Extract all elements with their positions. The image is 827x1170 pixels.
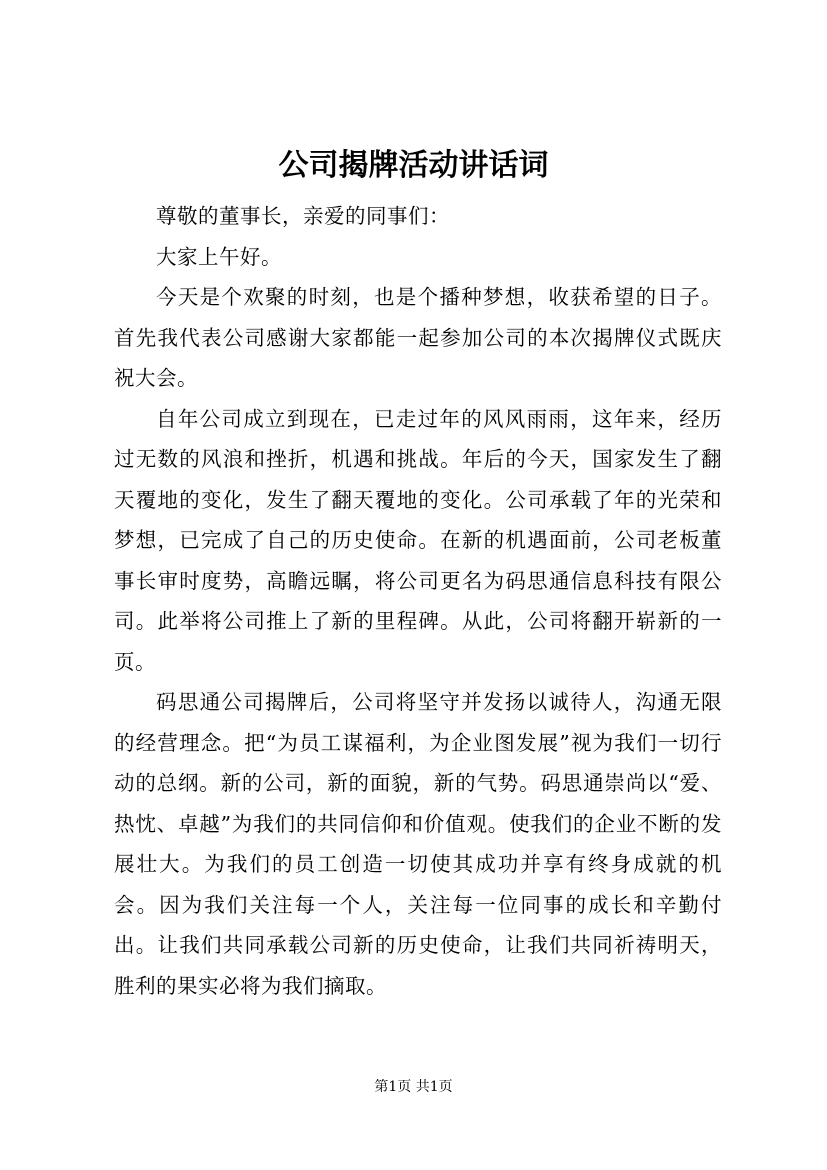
body-paragraph: 自年公司成立到现在，已走过年的风风雨雨，这年来，经历过无数的风浪和挫折，机遇和挑战。年后的今天，国家发生了翻天覆地的变化，发生了翻天覆地的变化。公司承载了年的光荣和梦想，已完成了自己的历史使命。在新的机遇面前，公司老板董事长审时度势，高瞻远瞩，将公司更名为码思通信息科技有限公司。此举将公司推上了新的里程碑。从此，公司将翻开崭新的一页。 (114, 406, 722, 674)
page-number-footer: 第1页 共1页 (374, 1079, 453, 1095)
body-paragraph: 码思通公司揭牌后，公司将坚守并发扬以诚待人，沟通无限的经营理念。把“为员工谋福利，为企业图发展”视为我们一切行动的总纲。新的公司，新的面貌，新的气势。码思通崇尚以“爱、热忱、卓越”为我们的共同信仰和价值观。使我们的企业不断的发展壮大。为我们的员工创造一切使其成功并享有终身成就的机会。因为我们关注每一个人，关注每一位同事的成长和辛勤付出。让我们共同承载公司新的历史使命，让我们共同祈祷明天，胜利的果实必将为我们摘取。 (114, 690, 722, 998)
document-body (114, 196, 722, 1006)
salutation-paragraph: 尊敬的董事长，亲爱的同事们： (156, 204, 451, 228)
document-title: 公司揭牌活动讲话词 (278, 148, 549, 183)
body-paragraph: 今天是个欢聚的时刻，也是个播种梦想，收获希望的日子。首先我代表公司感谢大家都能一起参加公司的本次揭牌仪式既庆祝大会。 (114, 285, 722, 390)
greeting-paragraph: 大家上午好。 (156, 244, 283, 269)
